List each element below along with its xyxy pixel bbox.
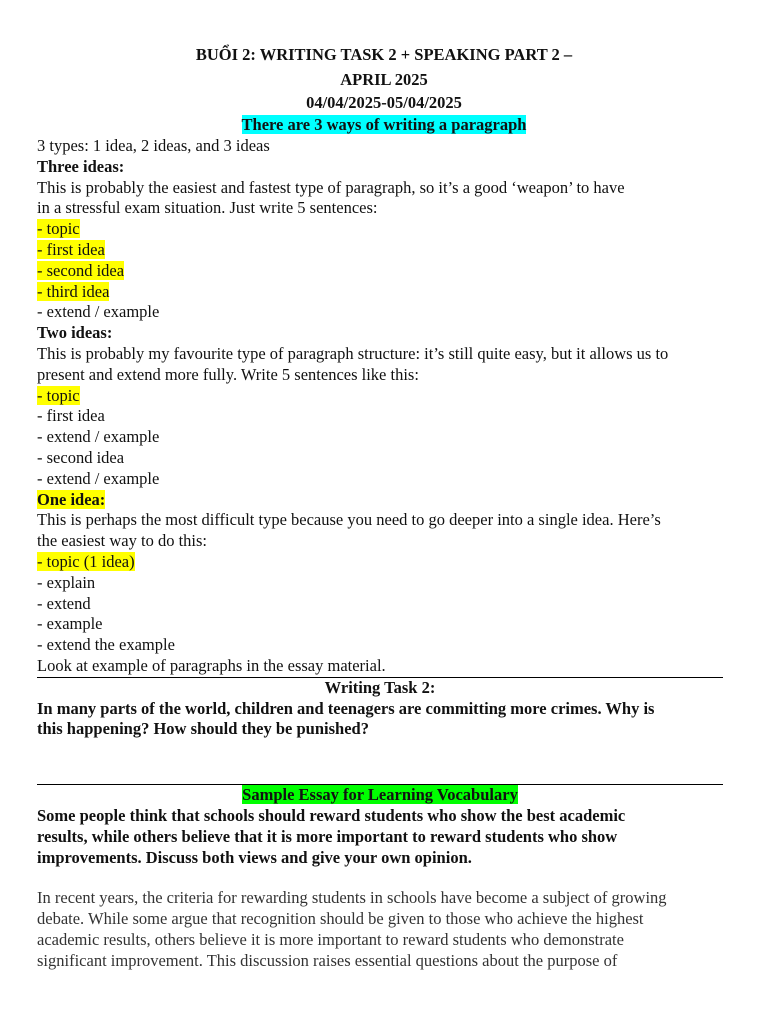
one-idea-heading: One idea: [37,489,106,509]
list-item: - extend / example [37,302,160,322]
section-heading-highlight: There are 3 ways of writing a paragraph [241,115,527,134]
task2-question-2: this happening? How should they be punished? [37,719,369,739]
intro-text: 3 types: 1 idea, 2 ideas, and 3 ideas [37,136,270,155]
title-line-2: APRIL 2025 [340,70,428,89]
list-item: - extend the example [37,635,175,655]
three-ideas-heading: Three ideas: [37,156,125,176]
essay-line: debate. While some argue that recognition should be given to those who achieve the highest [37,909,644,929]
list-item: - second idea [37,447,125,467]
two-ideas-heading: Two ideas: [37,323,113,343]
list-item: - extend / example [37,427,160,447]
essay-line: significant improvement. This discussion raises essential questions about the purpose of [37,950,618,970]
task2-heading: Writing Task 2: [324,677,436,697]
two-ideas-desc-2: present and extend more fully. Write 5 sentences like this: [37,364,419,384]
list-item: - first idea [37,406,105,426]
three-ideas-desc-1: This is probably the easiest and fastest type of paragraph, so it’s a good ‘weapon’ to have [37,177,625,197]
list-item: - topic [37,219,80,239]
list-item: - third idea [37,281,110,301]
sample-essay-heading: Sample Essay for Learning Vocabulary [242,785,518,805]
list-item: - topic (1 idea) [37,551,135,571]
list-item: - extend / example [37,468,160,488]
title-date: 04/04/2025-05/04/2025 [306,93,462,112]
document-body [37,136,737,971]
list-item: - topic [37,385,80,405]
list-item: - first idea [37,239,105,259]
list-item: - example [37,614,103,634]
list-item: - explain [37,572,96,592]
two-ideas-desc-1: This is probably my favourite type of paragraph structure: it’s still quite easy, but it allows us to [37,343,669,363]
sample-question-1: Some people think that schools should reward students who show the best academic [37,805,626,825]
sample-question-3: improvements. Discuss both views and give your own opinion. [37,847,472,867]
essay-line: In recent years, the criteria for rewarding students in schools have become a subject of growing [37,888,667,908]
one-idea-desc-2: the easiest way to do this: [37,531,208,551]
list-item: - extend [37,593,91,613]
three-ideas-desc-2: in a stressful exam situation. Just write 5 sentences: [37,198,378,218]
title-block [0,42,768,135]
essay-line: academic results, others believe it is more important to reward students who demonstrate [37,929,624,949]
list-item: - second idea [37,260,125,280]
task2-question-1: In many parts of the world, children and teenagers are committing more crimes. Why is [37,698,655,718]
look-at-text: Look at example of paragraphs in the essay material. [37,655,386,675]
title-line-1: BUỔI 2: WRITING TASK 2 + SPEAKING PART 2 – [195,45,573,64]
sample-question-2: results, while others believe that it is more important to reward students who show [37,826,618,846]
one-idea-desc-1: This is perhaps the most difficult type because you need to go deeper into a single idea. Here’s [37,510,661,530]
